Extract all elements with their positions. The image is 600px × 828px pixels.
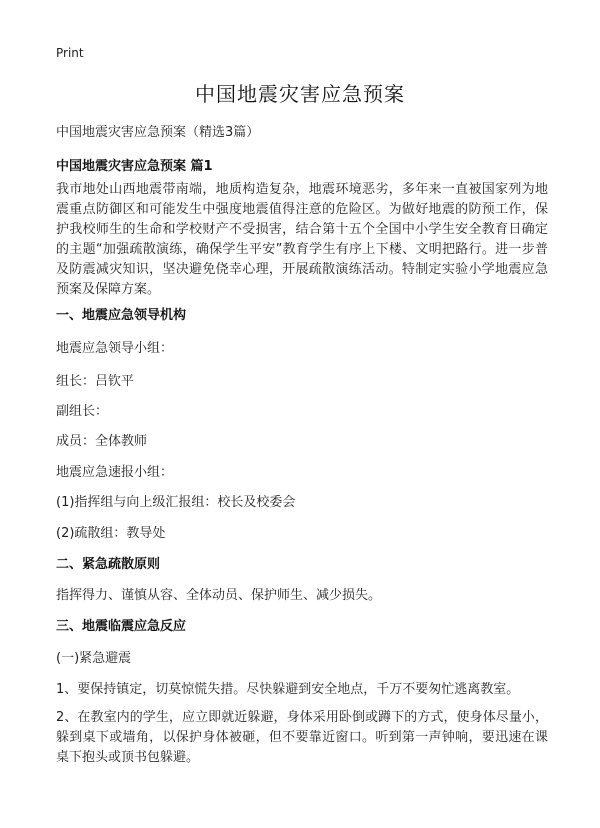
section-2-text: 指挥得力、谨慎从容、全体动员、保护师生、减少损失。: [56, 588, 382, 603]
section-1-line: 副组长：: [56, 404, 109, 419]
section-3-item-2: 2、在教室内的学生，应立即就近躲避，身体采用卧倒或蹲下的方式，使身体尽量小，躲到桌下或墙角，以保护身体被砸，但不要靠近窗口。听到第一声钟响，要迅速在课桌下抱头或顶书包躲避。: [56, 710, 548, 765]
section-1-heading: 一、地震应急领导机构: [56, 308, 187, 323]
section-1-line: (1)指挥组与向上级汇报组：校长及校委会: [56, 495, 296, 510]
section-1-line: (2)疏散组：教导处: [56, 526, 166, 541]
article-heading: 中国地震灾害应急预案 篇1: [56, 159, 213, 174]
section-3-heading: 三、地震临震应急反应: [56, 619, 187, 634]
print-label[interactable]: Print: [56, 46, 84, 60]
section-3-subheading: (一)紧急避震: [56, 651, 132, 666]
section-1-line: 地震应急速报小组：: [56, 465, 174, 480]
section-1-line: 组长：吕钦平: [56, 374, 135, 389]
section-1-line: 地震应急领导小组：: [56, 341, 174, 356]
section-1-line: 成员：全体教师: [56, 434, 148, 449]
document-subtitle: 中国地震灾害应急预案（精选3篇）: [56, 125, 260, 140]
section-3-item-1: 1、要保持镇定，切莫惊慌失措。尽快躲避到安全地点，千万不要匆忙逃离教室。: [56, 682, 520, 697]
section-2-heading: 二、紧急疏散原则: [56, 557, 161, 572]
document-title: 中国地震灾害应急预案: [195, 82, 405, 106]
intro-paragraph: 我市地处山西地震带南端，地质构造复杂，地震环境恶劣，多年来一直被国家列为地震重点防御区和可能发生中强度地震值得注意的危险区。为做好地震的防预工作，保护我校师生的生命和学校财产不受损害，结合第十五个全国中小学生安全教育日确定的主题“加强疏散演练，确保学生平安”教育学生有序上下楼、文明把路行。进一步普及防震减灾知识，坚决避免侥幸心理，开展疏散演练活动。特制定实验小学地震应急预案及保障方案。: [56, 182, 548, 297]
